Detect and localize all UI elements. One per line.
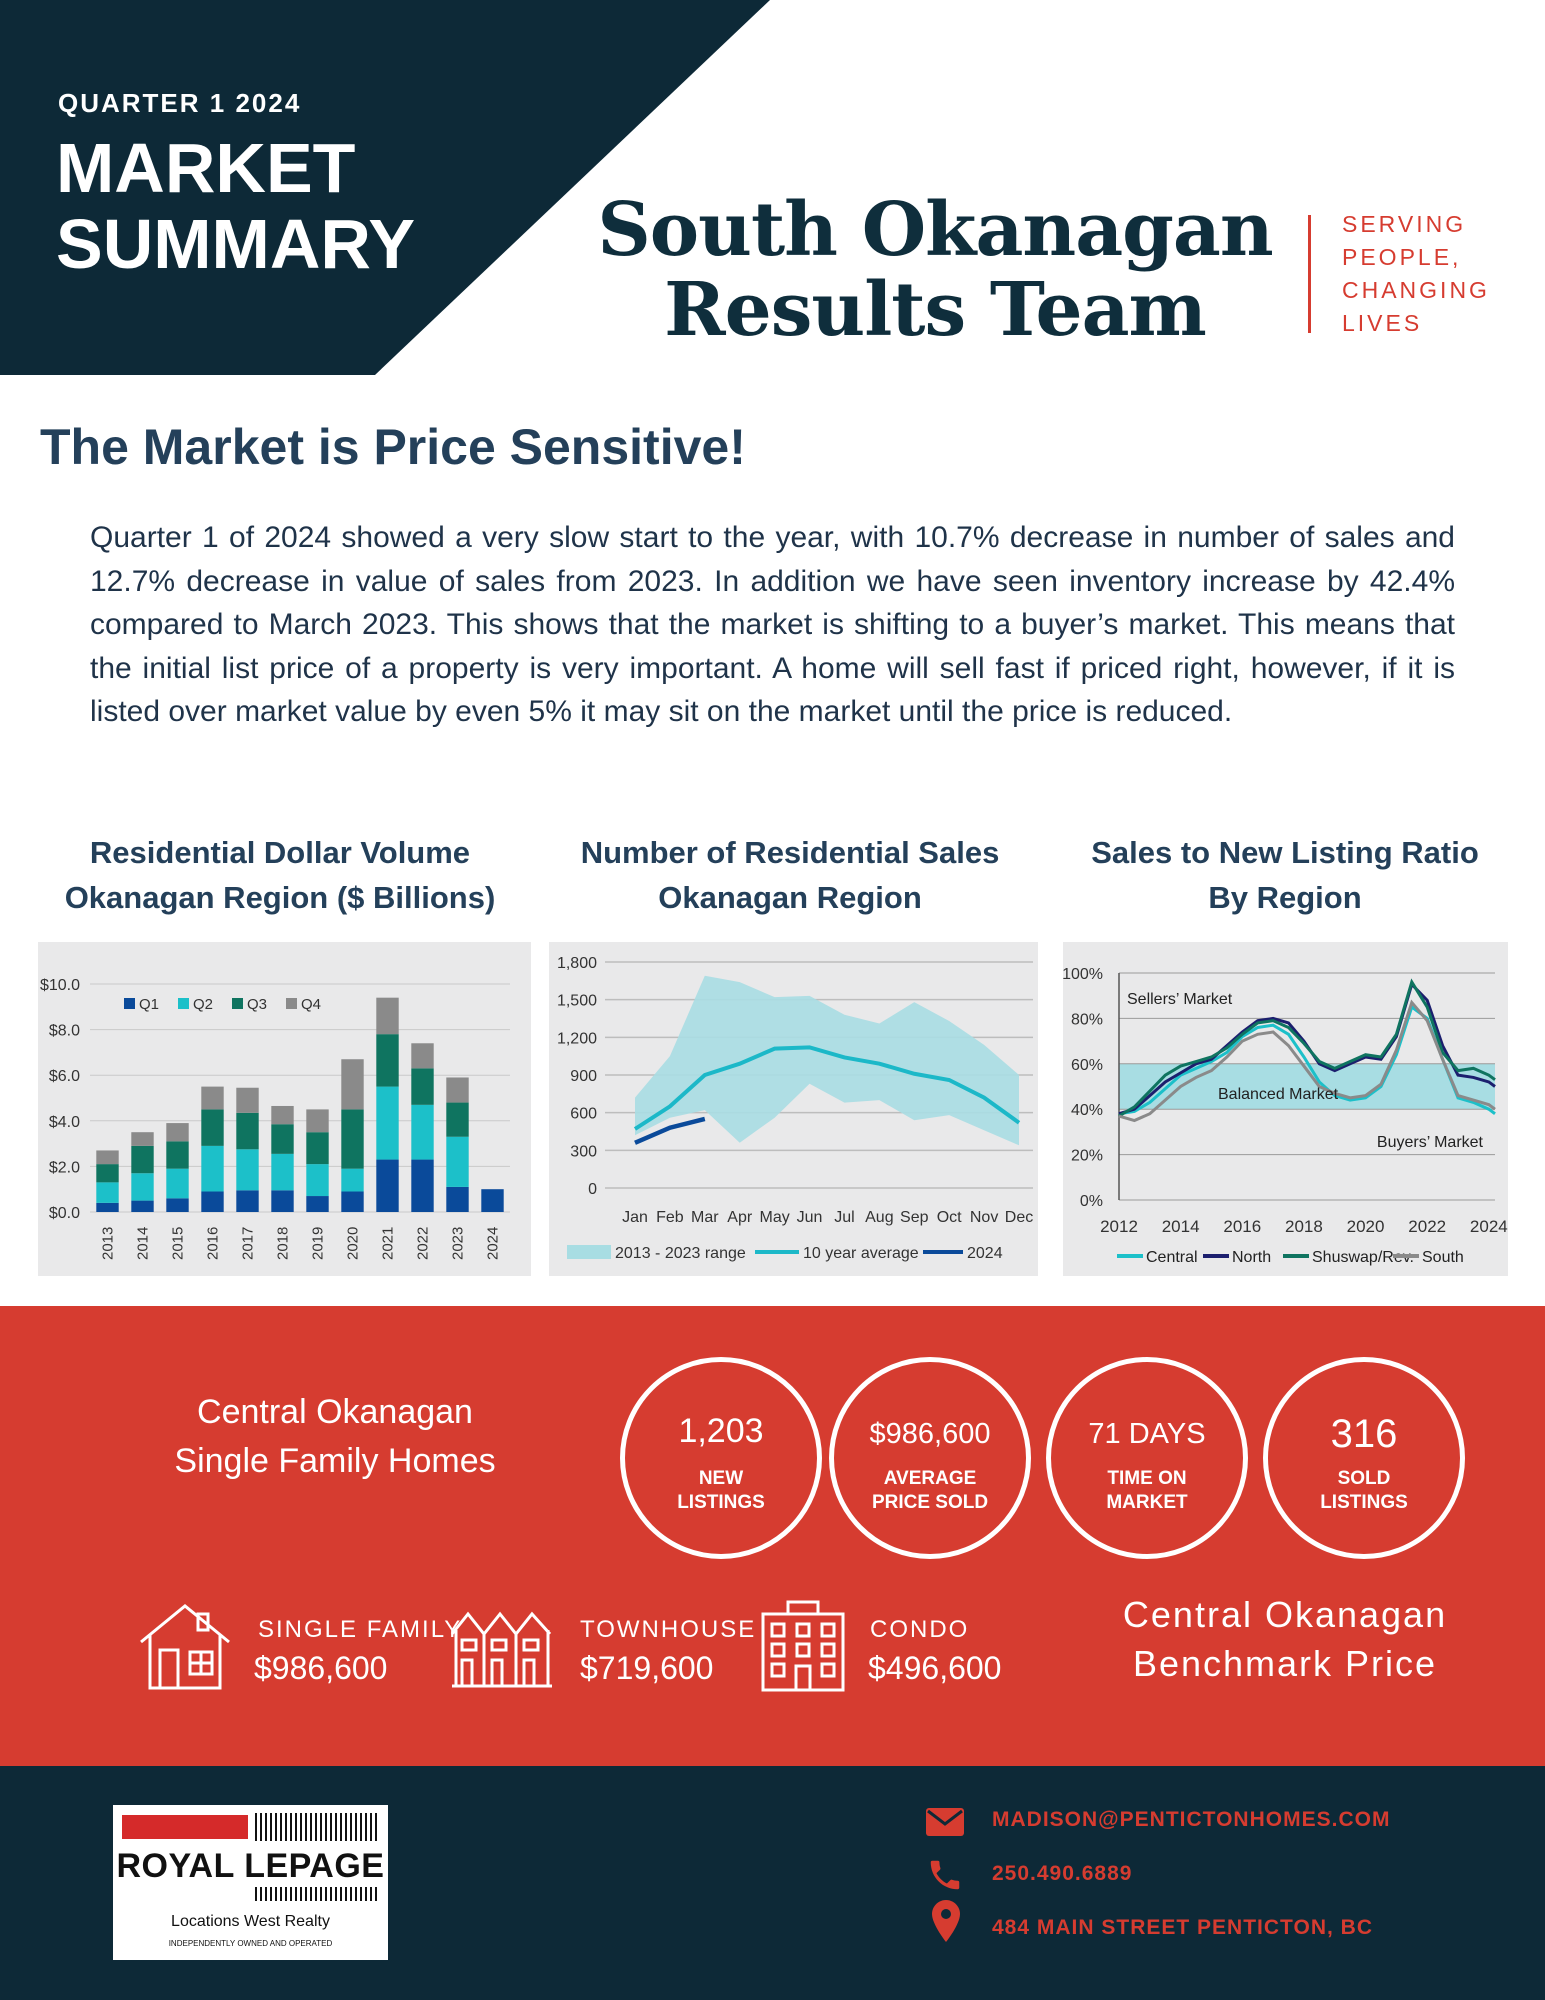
chart-title-line: Residential Dollar Volume [89,835,471,870]
x-tick-label: 2020 [344,1226,362,1260]
y-tick-label: 600 [570,1105,597,1123]
email-link[interactable]: MADISON@PENTICTONHOMES.COM [992,1808,1391,1831]
logo-office: Locations West Realty [171,1913,330,1930]
stat-label-line: AVERAGE [883,1468,977,1489]
legend-label: Central [1146,1249,1198,1266]
stat-label-line: TIME ON [1107,1468,1187,1489]
chart-title-line: By Region [1208,880,1362,915]
bar-q4 [236,1088,258,1113]
team-name-line: South Okanagan [597,187,1273,273]
legend-swatch [232,998,243,1009]
x-tick-label: 2014 [1161,1217,1200,1236]
bar-q3 [411,1068,433,1104]
logo-stripes [255,1887,379,1901]
bar-q3 [201,1109,223,1145]
bar-q3 [166,1141,188,1168]
annotation-buyers-market: Buyers’ Market [1376,1134,1483,1151]
sales-listing-ratio-chart [1063,942,1508,1276]
bar-q1 [411,1160,433,1212]
x-tick-label: Aug [865,1209,894,1226]
tagline [1342,208,1542,340]
x-tick-label: 2016 [1223,1217,1262,1236]
chart-title-line: Number of Residential Sales [580,835,1000,870]
y-tick-label: 20% [1070,1147,1103,1165]
benchmark-label-line: Benchmark Price [1132,1643,1438,1684]
bar-q3 [131,1146,153,1173]
chart-title-line: Okanagan Region [658,880,922,915]
bar-q2 [271,1154,293,1190]
bar-q2 [96,1182,118,1203]
chart-title-line: Okanagan Region ($ Billions) [64,880,496,915]
y-tick-label: 900 [570,1068,597,1085]
bar-q4 [96,1150,118,1164]
stat-label [1066,1467,1228,1515]
region-label-line: Single Family Homes [174,1442,496,1480]
legend-label: North [1232,1249,1272,1266]
stat-label-line: LISTINGS [677,1492,765,1513]
x-tick-label: 2014 [134,1226,152,1260]
benchmark-label [1090,1590,1480,1688]
quarter-label: QUARTER 1 2024 [58,88,302,118]
x-tick-label: 2018 [274,1226,292,1260]
stat-new-listings [620,1357,822,1559]
y-tick-label: $8.0 [48,1022,80,1040]
phone-number[interactable]: 250.490.6889 [992,1862,1133,1885]
x-tick-label: Dec [1004,1209,1034,1226]
bar-q3 [96,1164,118,1182]
bar-q1 [481,1189,503,1212]
legend-label: Q3 [247,996,268,1013]
legend-swatch [124,998,135,1009]
logo-brand: ROYAL LEPAGE [116,1847,385,1885]
legend-label: Q4 [301,996,322,1013]
single-family-label: SINGLE FAMILY [258,1616,463,1643]
single-family-house-icon [138,1600,232,1692]
stat-label [849,1467,1011,1515]
condo-price: $496,600 [868,1650,1002,1686]
legend-label: Q2 [193,996,214,1013]
annotation-sellers-market: Sellers’ Market [1127,991,1233,1008]
stat-label-line: LISTINGS [1320,1492,1408,1513]
bar-q2 [341,1169,363,1192]
page-title-line: SUMMARY [56,205,416,283]
townhouse-label: TOWNHOUSE [580,1616,757,1643]
bar-q1 [96,1203,118,1212]
bar-q1 [236,1190,258,1212]
stat-days-on-market [1046,1357,1248,1559]
stat-sold-listings [1263,1357,1465,1559]
tagline-line: CHANGING [1342,277,1490,303]
team-name [590,187,1280,353]
y-tick-label: 80% [1070,1011,1103,1029]
stat-label-line: MARKET [1106,1492,1188,1513]
tagline-line: SERVING [1342,211,1467,237]
logo-red-bar [122,1815,248,1839]
dollar-volume-chart [38,942,531,1276]
bar-q3 [306,1132,328,1164]
bar-q1 [271,1190,293,1212]
bar-q3 [446,1103,468,1137]
x-tick-label: Jul [834,1209,855,1226]
condo-building-icon [760,1600,846,1692]
tagline-line: LIVES [1342,310,1423,336]
stat-value: 1,203 [678,1412,764,1450]
bar-q1 [376,1160,398,1212]
x-tick-label: 2023 [449,1226,467,1260]
x-tick-label: 2012 [1100,1217,1138,1236]
x-tick-label: Jan [622,1209,648,1226]
email-icon [926,1808,964,1836]
y-tick-label: $0.0 [48,1205,80,1222]
y-tick-label: 0 [588,1181,597,1198]
intro-paragraph: Quarter 1 of 2024 showed a very slow start to the year, with 10.7% decrease in number of sales and 12.7% decrease in value of sales from 2023. In addition we have seen inventory increase by 42.4% compared to March 2023. This shows that the market is shifting to a buyer’s market. This means that the initial list price of a property is very important. A home will sell fast if priced right, however, if it is listed over market value by even 5% it may sit on the market until the price is reduced. [90,521,1455,728]
x-tick-label: Feb [656,1209,684,1226]
legend-label: 10 year average [803,1245,919,1262]
x-tick-label: Sep [900,1209,929,1226]
residential-sales-chart-svg [549,942,1038,1276]
x-tick-label: 2019 [309,1226,327,1260]
bar-q1 [166,1198,188,1212]
x-tick-label: 2024 [484,1226,502,1260]
stat-value: $986,600 [869,1418,991,1450]
y-tick-label: 1,500 [556,992,597,1010]
bar-q3 [376,1034,398,1086]
bar-q4 [446,1077,468,1102]
office-address: 484 MAIN STREET PENTICTON, BC [992,1916,1373,1939]
chart-title-dollar-volume [30,830,530,920]
stat-label-line: PRICE SOLD [871,1492,989,1513]
y-tick-label: $4.0 [48,1113,80,1131]
y-tick-label: 40% [1070,1102,1103,1120]
bar-q2 [446,1137,468,1187]
bar-q4 [376,998,398,1034]
stat-value: 316 [1330,1412,1398,1456]
bar-q4 [306,1109,328,1132]
bar-q1 [201,1191,223,1212]
phone-icon [926,1856,964,1894]
bar-q4 [131,1132,153,1146]
bar-q4 [271,1106,293,1124]
x-tick-label: 2022 [414,1226,432,1260]
royal-lepage-logo [113,1805,388,1960]
dollar-volume-chart-svg [38,942,531,1276]
bar-q2 [376,1087,398,1160]
x-tick-label: Oct [936,1209,962,1226]
stat-label [1283,1467,1445,1515]
bar-q2 [411,1105,433,1160]
chart-title-residential-sales [545,830,1035,920]
y-tick-label: $2.0 [48,1159,80,1177]
x-tick-label: Nov [969,1209,999,1226]
benchmark-label-line: Central Okanagan [1122,1594,1448,1635]
logo-stripes [255,1813,379,1841]
bar-q1 [446,1187,468,1212]
residential-sales-chart [549,942,1038,1276]
legend-swatch [286,998,297,1009]
legend-swatch [178,998,189,1009]
x-tick-label: 2013 [99,1226,117,1260]
y-tick-label: 0% [1079,1193,1103,1210]
townhouse-price: $719,600 [580,1650,714,1686]
stat-value: 71 DAYS [1088,1418,1206,1450]
single-family-price: $986,600 [254,1650,388,1686]
bar-q4 [341,1059,363,1109]
chart-title-line: Sales to New Listing Ratio [1091,835,1479,870]
bar-q4 [201,1087,223,1110]
logo-independent: INDEPENDENTLY OWNED AND OPERATED [168,1939,333,1948]
townhouse-icon [450,1600,554,1690]
y-tick-label: 1,800 [556,955,597,972]
annotation-balanced-market: Balanced Market [1218,1086,1339,1103]
x-tick-label: May [759,1209,790,1226]
stat-average-price [829,1357,1031,1559]
tagline-line: PEOPLE, [1342,244,1462,270]
x-tick-label: 2024 [1469,1217,1508,1236]
chart-title-sales-listing-ratio [1060,830,1510,920]
bar-q3 [271,1124,293,1154]
bar-q2 [306,1164,328,1196]
x-tick-label: 2021 [379,1226,397,1260]
divider [1308,215,1311,333]
x-tick-label: 2016 [204,1226,222,1260]
location-pin-icon [932,1900,960,1942]
legend-label: Shuswap/Rev. [1312,1249,1414,1266]
y-tick-label: $10.0 [39,977,80,994]
bar-q2 [201,1146,223,1192]
bar-q1 [306,1196,328,1212]
region-label [120,1388,550,1486]
legend-label: 2024 [967,1245,1003,1262]
bar-q1 [341,1191,363,1212]
legend-label: South [1422,1249,1464,1266]
bar-q4 [166,1123,188,1141]
x-tick-label: 2015 [169,1226,187,1260]
page-title-line: MARKET [56,129,356,207]
y-tick-label: 60% [1070,1056,1103,1074]
bar-q2 [236,1149,258,1190]
x-tick-label: Mar [691,1209,719,1226]
stat-label-line: NEW [698,1468,744,1489]
bar-q3 [236,1113,258,1149]
bar-q1 [131,1201,153,1212]
legend-label: Q1 [139,996,160,1013]
bar-q3 [341,1109,363,1168]
x-tick-label: 2018 [1285,1217,1323,1236]
x-tick-label: Jun [796,1209,823,1226]
headline: The Market is Price Sensitive! [40,419,746,475]
y-tick-label: 1,200 [556,1030,597,1048]
x-tick-label: 2022 [1408,1217,1447,1236]
y-tick-label: 100% [1063,966,1103,983]
sales-listing-ratio-chart-svg [1063,942,1508,1276]
bar-q4 [411,1043,433,1068]
x-tick-label: Apr [727,1209,753,1226]
condo-label: CONDO [870,1616,970,1643]
stat-label-line: SOLD [1337,1468,1391,1489]
page-title [56,130,496,282]
bar-q2 [131,1173,153,1200]
x-tick-label: 2017 [239,1226,257,1260]
team-name-line: Results Team [664,267,1206,353]
x-tick-label: 2020 [1346,1217,1385,1236]
stat-label [640,1467,802,1515]
legend-label: 2013 - 2023 range [615,1245,746,1262]
legend-swatch [567,1245,611,1259]
region-label-line: Central Okanagan [197,1393,473,1431]
y-tick-label: 300 [570,1143,597,1161]
y-tick-label: $6.0 [48,1068,80,1086]
bar-q2 [166,1169,188,1199]
